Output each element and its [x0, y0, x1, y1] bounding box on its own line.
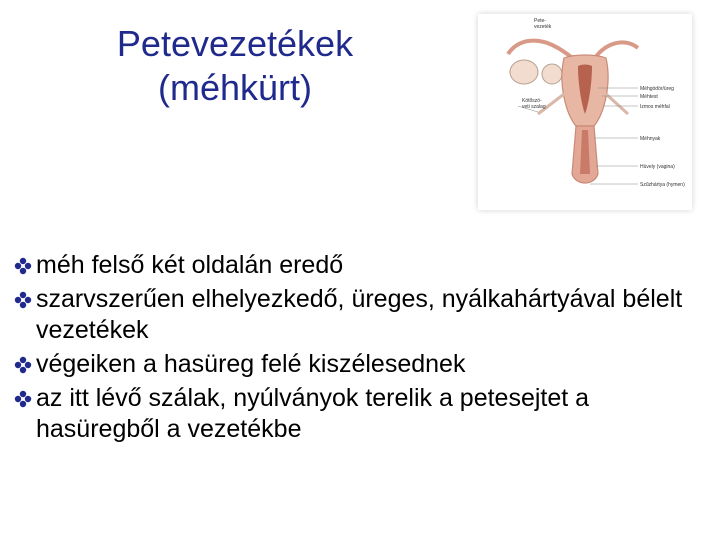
ligament-right — [606, 94, 628, 114]
diamond-bullet-icon — [14, 257, 32, 275]
anatomy-illustration — [478, 14, 692, 210]
label-uterine-cavity: Méhgödör/üreg — [640, 86, 674, 92]
bullet-text: méh felső két oldalán eredő — [36, 251, 344, 279]
bullet-item — [14, 383, 714, 445]
bullet-text: szarvszerűen elhelyezkedő, üreges, nyálkahártyával bélelt vezetékek — [36, 285, 683, 344]
label-uterine-wall: Izmos méhfal — [640, 104, 670, 110]
bullet-text: végeiken a hasüreg felé kiszélesednek — [36, 350, 466, 378]
bullet-item — [14, 250, 714, 281]
title-line-2: (méhkürt) — [157, 67, 313, 108]
right-ovary — [542, 64, 562, 84]
label-hymen: Szűzhártya (hymen) — [640, 182, 685, 188]
bullet-list — [14, 250, 714, 448]
diamond-bullet-icon — [14, 291, 32, 309]
label-cervix: Méhnyak — [640, 136, 661, 142]
bullet-text: az itt lévő szálak, nyúlványok terelik a petesejtet a hasüregből a vezetékbe — [36, 384, 590, 443]
left-ovary — [510, 60, 538, 84]
uterus-diagram — [478, 14, 692, 210]
label-uterine-body: Méhtest — [640, 94, 658, 100]
bullet-item — [14, 349, 714, 380]
bullet-item — [14, 284, 714, 346]
slide-title — [40, 22, 430, 110]
label-vagina: Hüvely (vagina) — [640, 164, 675, 170]
diamond-bullet-icon — [14, 390, 32, 408]
diamond-bullet-icon — [14, 356, 32, 374]
title-line-1: Petevezetékek — [116, 23, 354, 64]
label-fallopian-tube: Pete- vezeték — [534, 18, 552, 30]
label-ligament: Kötőszö- veti szalag — [522, 98, 546, 110]
